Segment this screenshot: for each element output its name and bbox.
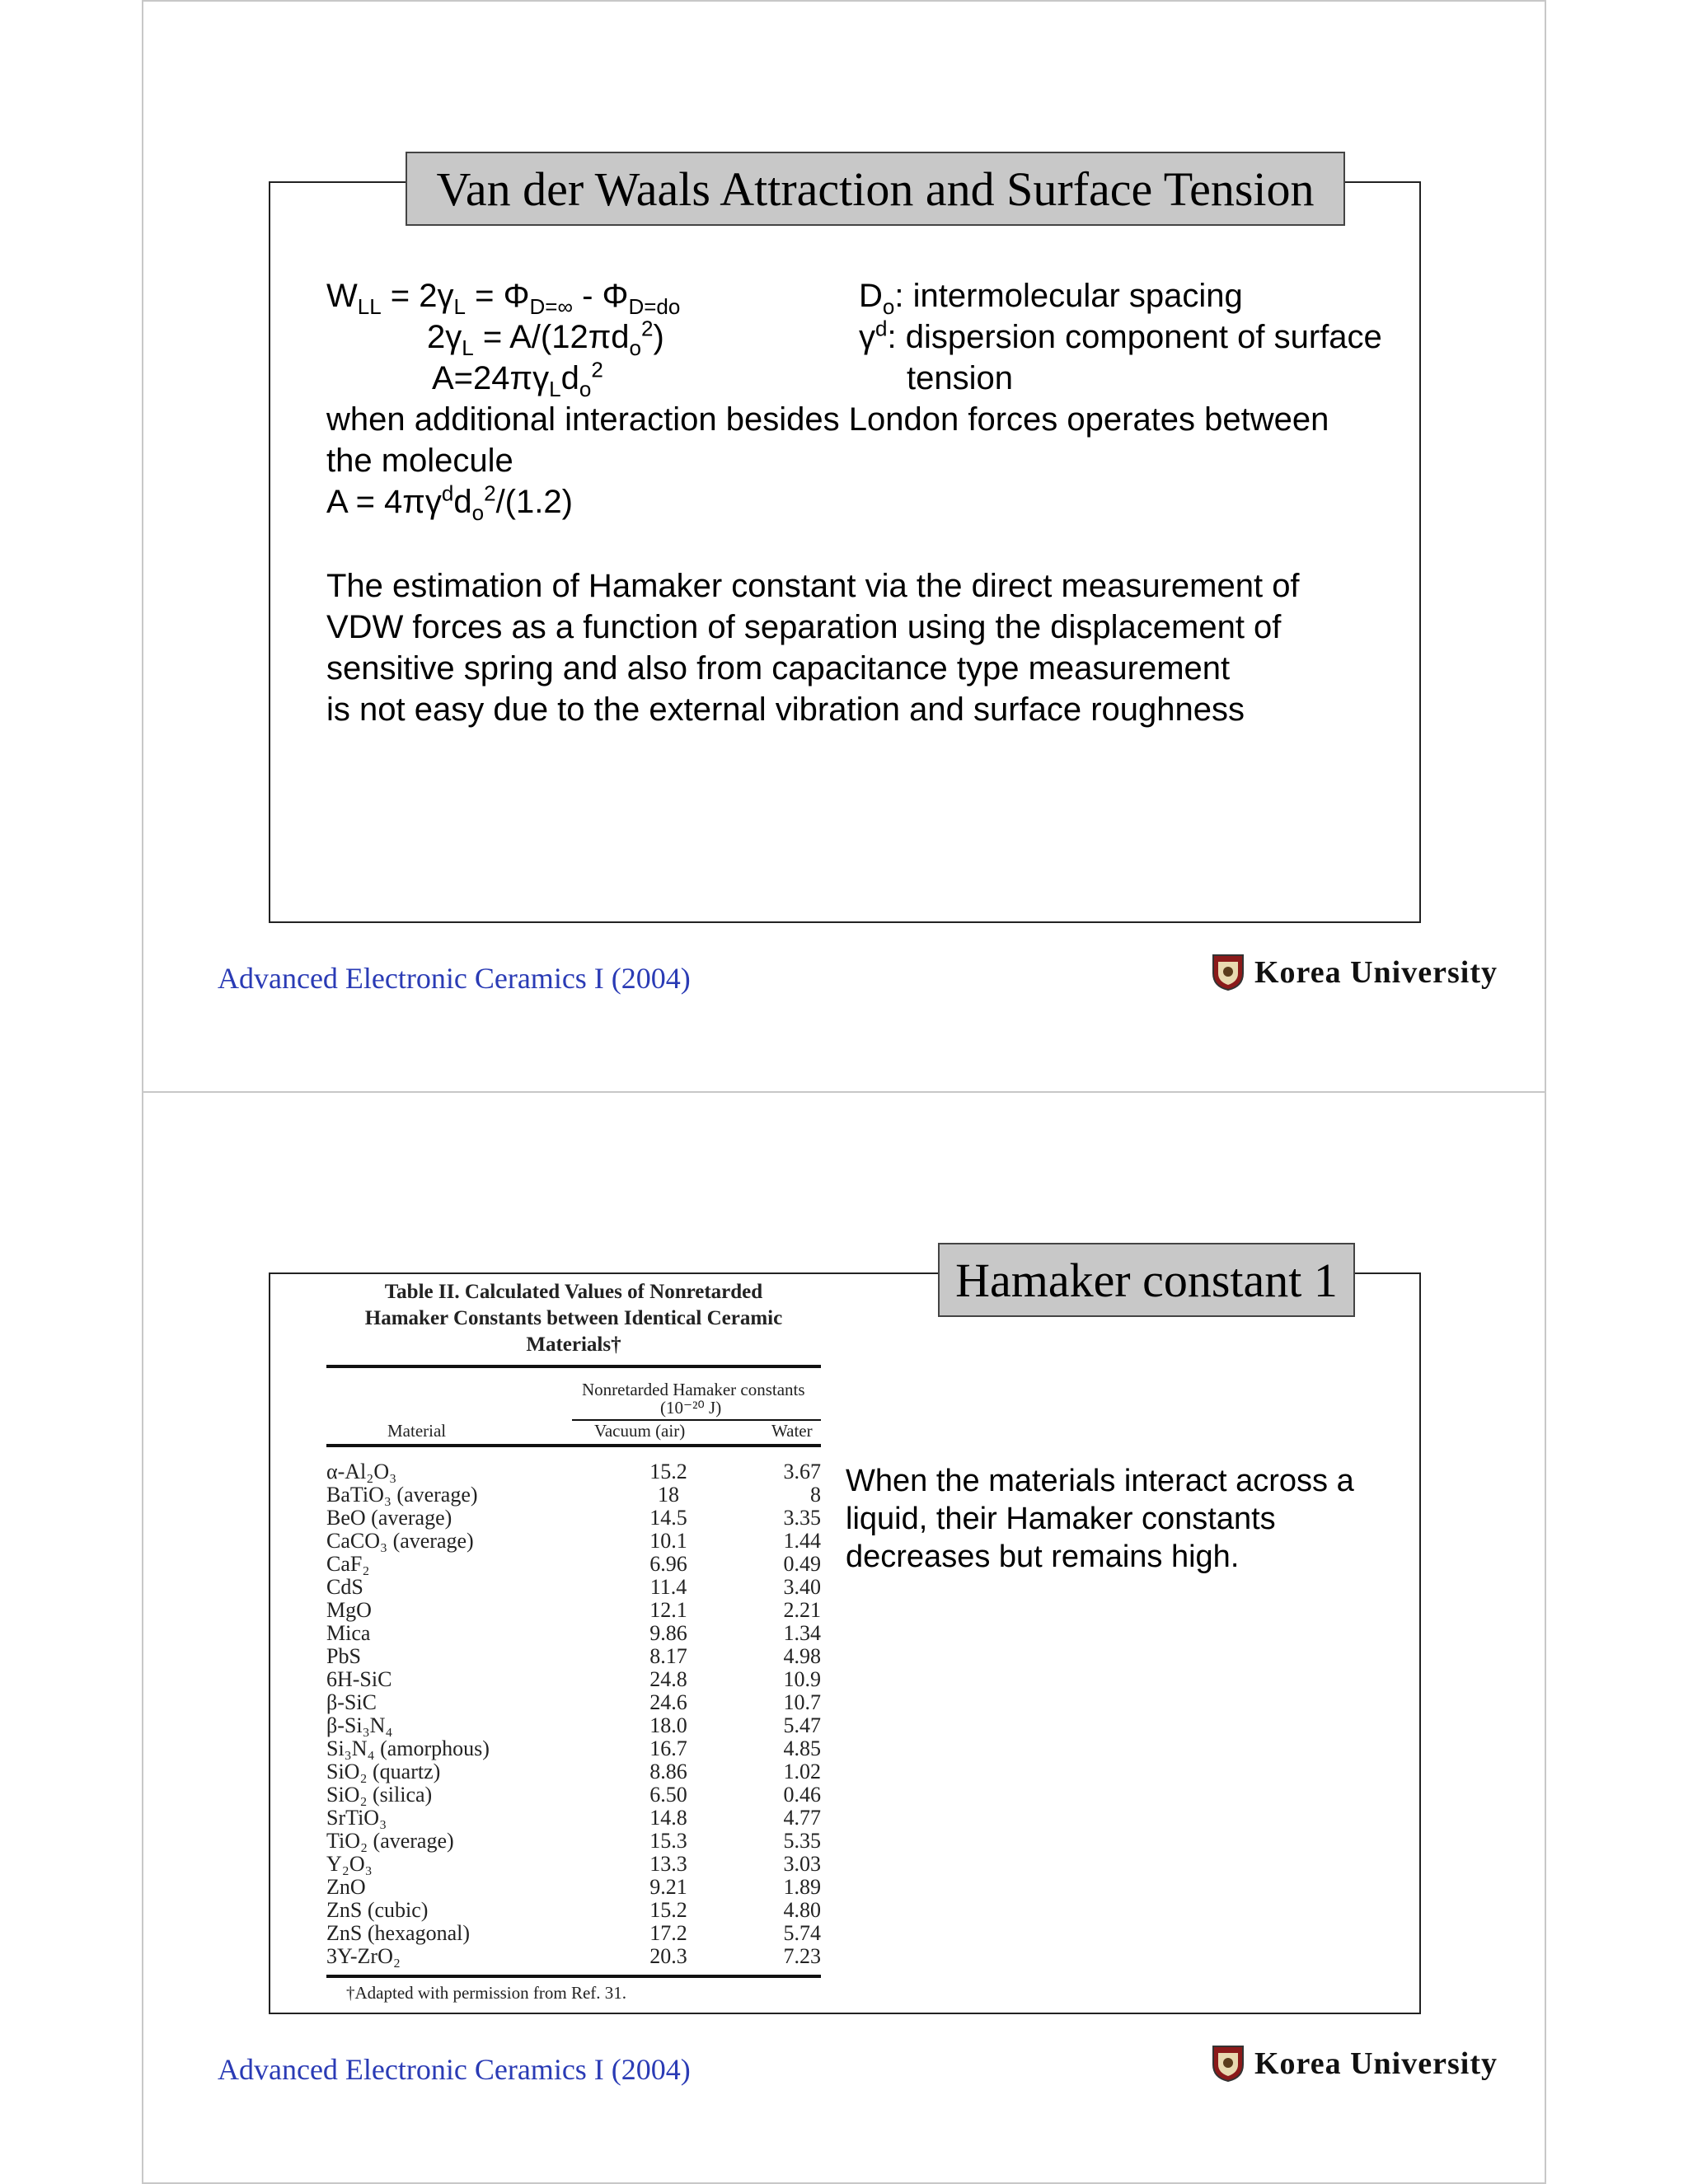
water-value-cell: 0.46 bbox=[783, 1783, 821, 1807]
water-value-cell: 5.35 bbox=[783, 1829, 821, 1853]
definition-spacing: $D_o$: intermolecular spacing bbox=[859, 278, 1243, 319]
paragraph-line: sensitive spring and also from capacitance type measurement bbox=[326, 650, 1231, 687]
material-cell: SiO₂ (quartz) bbox=[326, 1760, 441, 1783]
logo-text: Korea University bbox=[1254, 2046, 1498, 2081]
vacuum-value-cell: 8.86 bbox=[649, 1760, 687, 1783]
table-footnote: †Adapted with permission from Ref. 31. bbox=[346, 1983, 627, 2003]
definition-tension: tension bbox=[907, 360, 1013, 396]
column-header-water: Water bbox=[771, 1421, 813, 1441]
water-value-cell: 1.34 bbox=[783, 1621, 821, 1645]
material-cell: CaCO₃ (average) bbox=[326, 1529, 474, 1553]
material-cell: Mica bbox=[326, 1621, 371, 1645]
material-cell: BaTiO₃ (average) bbox=[326, 1483, 478, 1507]
water-value-cell: 3.40 bbox=[783, 1575, 821, 1599]
vacuum-value-cell: 12.1 bbox=[649, 1598, 687, 1622]
water-value-cell: 4.98 bbox=[783, 1644, 821, 1668]
equation-hamaker: $A=24\pi\gamma_Ld_o^2$ bbox=[432, 357, 603, 401]
water-value-cell: 1.44 bbox=[783, 1529, 821, 1553]
course-footer: Advanced Electronic Ceramics I (2004) bbox=[218, 962, 691, 995]
vacuum-value-cell: 13.3 bbox=[649, 1852, 687, 1876]
explanation-line: When the materials interact across a bbox=[846, 1464, 1354, 1498]
vacuum-value-cell: 6.96 bbox=[649, 1552, 687, 1576]
material-cell: TiO₂ (average) bbox=[326, 1829, 454, 1853]
material-cell: ZnS (cubic) bbox=[326, 1898, 429, 1922]
material-cell: ZnO bbox=[326, 1875, 366, 1899]
material-cell: α-Al₂O₃ bbox=[326, 1460, 397, 1483]
material-cell: SrTiO₃ bbox=[326, 1806, 387, 1830]
university-logo bbox=[1212, 954, 1498, 991]
vacuum-value-cell: 10.1 bbox=[649, 1529, 687, 1553]
body-line: the molecule bbox=[326, 443, 513, 479]
water-value-cell: 5.74 bbox=[783, 1921, 821, 1945]
paragraph-line: is not easy due to the external vibration and surface roughness bbox=[326, 691, 1245, 728]
material-cell: CaF₂ bbox=[326, 1552, 370, 1576]
material-cell: 3Y-ZrO₂ bbox=[326, 1944, 401, 1968]
column-header-vacuum: Vacuum (air) bbox=[594, 1421, 686, 1441]
vacuum-value-cell: 9.86 bbox=[649, 1621, 687, 1645]
water-value-cell: 0.49 bbox=[783, 1552, 821, 1576]
equation-surface-tension: $2\gamma_L = A/(12\pi d_o^2)$ bbox=[427, 316, 664, 360]
material-cell: SiO₂ (silica) bbox=[326, 1783, 433, 1807]
water-value-cell: 2.21 bbox=[783, 1598, 821, 1622]
water-value-cell: 3.67 bbox=[783, 1460, 821, 1483]
water-value-cell: 3.03 bbox=[783, 1852, 821, 1876]
paragraph-line: The estimation of Hamaker constant via the direct measurement of bbox=[326, 568, 1300, 604]
vacuum-value-cell: 16.7 bbox=[649, 1736, 687, 1760]
vacuum-value-cell: 24.6 bbox=[649, 1690, 687, 1714]
water-value-cell: 3.35 bbox=[783, 1506, 821, 1530]
material-cell: Si₃N₄ (amorphous) bbox=[326, 1736, 490, 1760]
vacuum-value-cell: 14.5 bbox=[649, 1506, 687, 1530]
group-header: Nonretarded Hamaker constants bbox=[582, 1380, 805, 1399]
definition-dispersion: $\gamma^d$: dispersion component of surface bbox=[859, 316, 1382, 355]
vacuum-value-cell: 15.2 bbox=[649, 1898, 687, 1922]
logo-text: Korea University bbox=[1254, 955, 1498, 990]
hamaker-table bbox=[326, 1279, 821, 2004]
vacuum-value-cell: 15.3 bbox=[649, 1829, 687, 1853]
table-caption: Table II. Calculated Values of Nonretarded Hamaker Constants between Identical Ceramic Materials† bbox=[364, 1281, 783, 1356]
water-value-cell: 1.89 bbox=[783, 1875, 821, 1899]
material-cell: CdS bbox=[326, 1575, 363, 1599]
material-cell: ZnS (hexagonal) bbox=[326, 1921, 471, 1945]
explanation-line: liquid, their Hamaker constants bbox=[846, 1502, 1276, 1536]
crest-icon bbox=[1212, 2045, 1245, 2083]
vacuum-value-cell: 24.8 bbox=[649, 1667, 687, 1691]
vacuum-value-cell: 20.3 bbox=[649, 1944, 687, 1968]
vacuum-value-cell: 9.21 bbox=[649, 1875, 687, 1899]
column-header-material: Material bbox=[387, 1421, 447, 1441]
vacuum-value-cell: 14.8 bbox=[649, 1806, 687, 1830]
vacuum-value-cell: 17.2 bbox=[649, 1921, 687, 1945]
water-value-cell: 4.77 bbox=[783, 1806, 821, 1830]
material-cell: Y₂O₃ bbox=[326, 1852, 373, 1876]
explanation-line: decreases but remains high. bbox=[846, 1540, 1240, 1574]
unit-label: (10⁻²⁰ J) bbox=[660, 1398, 722, 1418]
vacuum-value-cell: 8.17 bbox=[649, 1644, 687, 1668]
material-cell: PbS bbox=[326, 1644, 361, 1668]
material-cell: 6H-SiC bbox=[326, 1667, 392, 1691]
table-header bbox=[326, 1368, 821, 1444]
water-value-cell: 4.85 bbox=[783, 1736, 821, 1760]
table-rule bbox=[326, 1975, 821, 1978]
vacuum-value-cell: 18.0 bbox=[649, 1713, 687, 1737]
water-value-cell: 7.23 bbox=[783, 1944, 821, 1968]
slide-hamaker-constant bbox=[142, 1091, 1546, 2184]
water-value-cell: 4.80 bbox=[783, 1898, 821, 1922]
water-value-cell: 8 bbox=[810, 1483, 821, 1507]
material-cell: BeO (average) bbox=[326, 1506, 452, 1530]
course-footer: Advanced Electronic Ceramics I (2004) bbox=[218, 2053, 691, 2086]
vacuum-value-cell: 18 bbox=[658, 1483, 679, 1507]
slide-title: Van der Waals Attraction and Surface Tension bbox=[406, 152, 1345, 226]
water-value-cell: 5.47 bbox=[783, 1713, 821, 1737]
material-cell: β-SiC bbox=[326, 1690, 377, 1714]
equation-hamaker-modified: $A = 4\pi\gamma^dd_o^2/(1.2)$ bbox=[326, 480, 573, 525]
water-value-cell: 10.9 bbox=[783, 1667, 821, 1691]
slide-van-der-waals bbox=[142, 0, 1546, 1093]
university-logo bbox=[1212, 2045, 1498, 2083]
slide-title: Hamaker constant 1 bbox=[938, 1243, 1355, 1317]
table-body bbox=[326, 1460, 821, 1968]
vacuum-value-cell: 15.2 bbox=[649, 1460, 687, 1483]
water-value-cell: 1.02 bbox=[783, 1760, 821, 1783]
equation-work-adhesion: $W_{LL} = 2\gamma_L = \Phi_{D=\infty} - \Phi_{D=do}$ bbox=[326, 278, 681, 319]
material-cell: MgO bbox=[326, 1598, 372, 1622]
material-cell: β-Si₃N₄ bbox=[326, 1713, 393, 1737]
crest-icon bbox=[1212, 954, 1245, 991]
vacuum-value-cell: 6.50 bbox=[649, 1783, 687, 1807]
table-rule bbox=[326, 1444, 821, 1447]
vacuum-value-cell: 11.4 bbox=[649, 1575, 687, 1599]
water-value-cell: 10.7 bbox=[783, 1690, 821, 1714]
paragraph-line: VDW forces as a function of separation using the displacement of bbox=[326, 609, 1282, 645]
body-line: when additional interaction besides London forces operates between bbox=[326, 401, 1329, 438]
